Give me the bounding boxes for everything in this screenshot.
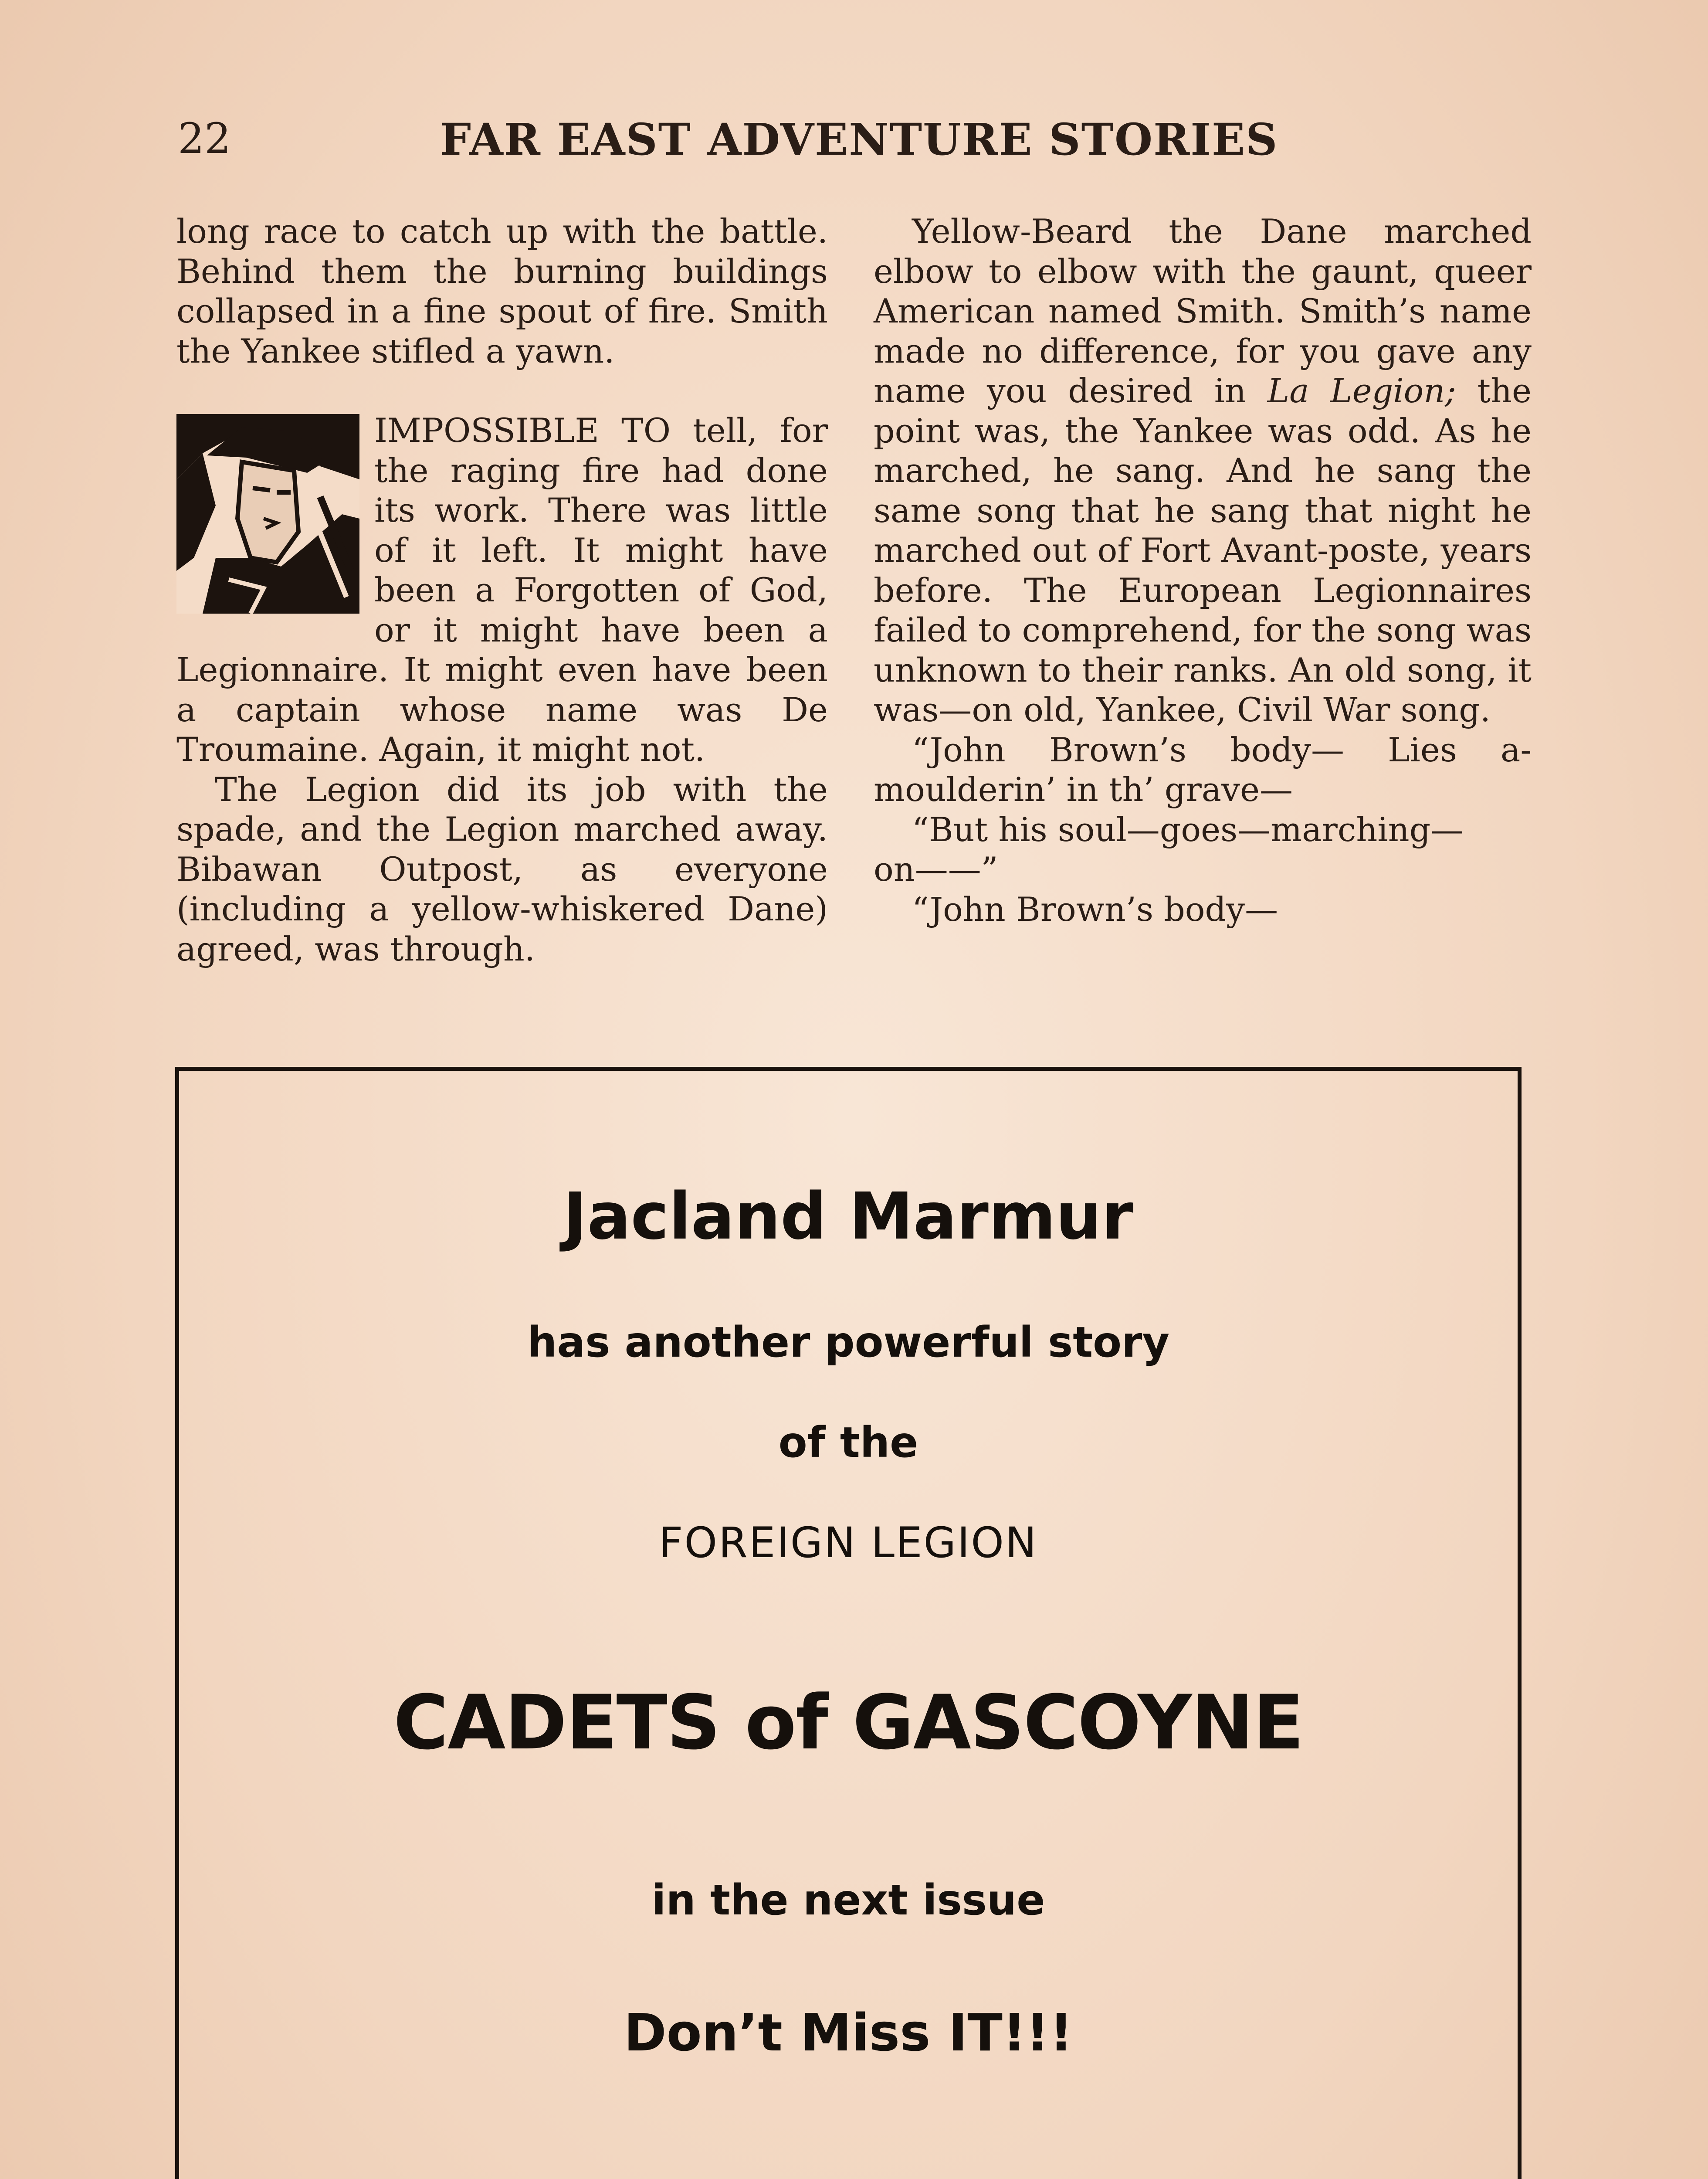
ad-foreign-legion: FOREIGN LEGION (659, 1518, 1038, 1567)
paragraph-text: IMPOSSIBLE TO tell, for the raging fire had done its work. There was little of it left. It might have been a Forgotten of God, or it might have been a Legionnaire. It might even have been a captain whose name was De Troumaine. Again, it might not. (176, 411, 828, 769)
right-column (874, 211, 1532, 929)
ad-call-to-action: Don’t Miss IT!!! (624, 2003, 1073, 2063)
paragraph-with-drop-art (176, 411, 828, 770)
ad-next-issue: in the next issue (651, 1876, 1045, 1924)
page-number: 22 (178, 114, 231, 163)
paragraph: The Legion did its job with the spade, and the Legion marched away. Bibawan Outpost, as everyone (including a yellow-whiskered Dane) agreed, was through. (176, 770, 828, 968)
paragraph: long race to catch up with the battle. Behind them the burning buildings collapsed in a fine spout of fire. Smith the Yankee stifled a yawn. (176, 212, 828, 370)
ad-story-title: CADETS of GASCOYNE (393, 1679, 1304, 1766)
italic-phrase: La Legion; (1267, 371, 1456, 410)
advertisement-box (175, 1067, 1522, 2179)
song-lyric-line: on——” (874, 850, 998, 889)
song-lyric-line: “But his soul—goes—marching— (912, 810, 1464, 849)
running-title: FAR EAST ADVENTURE STORIES (440, 114, 1278, 165)
song-lyric (874, 810, 1532, 889)
song-lyric: “John Brown’s body— (912, 889, 1278, 929)
song-lyric: “John Brown’s body— Lies a-moulderin’ in th’ grave— (874, 730, 1532, 809)
paragraph (874, 211, 1532, 730)
ad-tagline: has another powerful story (527, 1318, 1170, 1367)
paragraph-text: Yellow-Beard the Dane marched elbow to elbow with the gaunt, queer American named Smith. Smith’s name made no difference, for you gave any name you desired in (874, 212, 1532, 410)
ad-of-the: of the (778, 1418, 918, 1467)
left-column (176, 211, 828, 969)
legionnaire-illustration-icon (176, 414, 359, 614)
ad-author: Jacland Marmur (563, 1179, 1134, 1254)
paragraph-text: the point was, the Yankee was odd. As he marched, he sang. And he sang the same song that he sang that night he marched out of Fort Avant-poste, years before. The European Legionnaires failed to comprehend, for the song was unknown to their ranks. An old song, it was—on old, Yankee, Civil War song. (874, 371, 1532, 729)
